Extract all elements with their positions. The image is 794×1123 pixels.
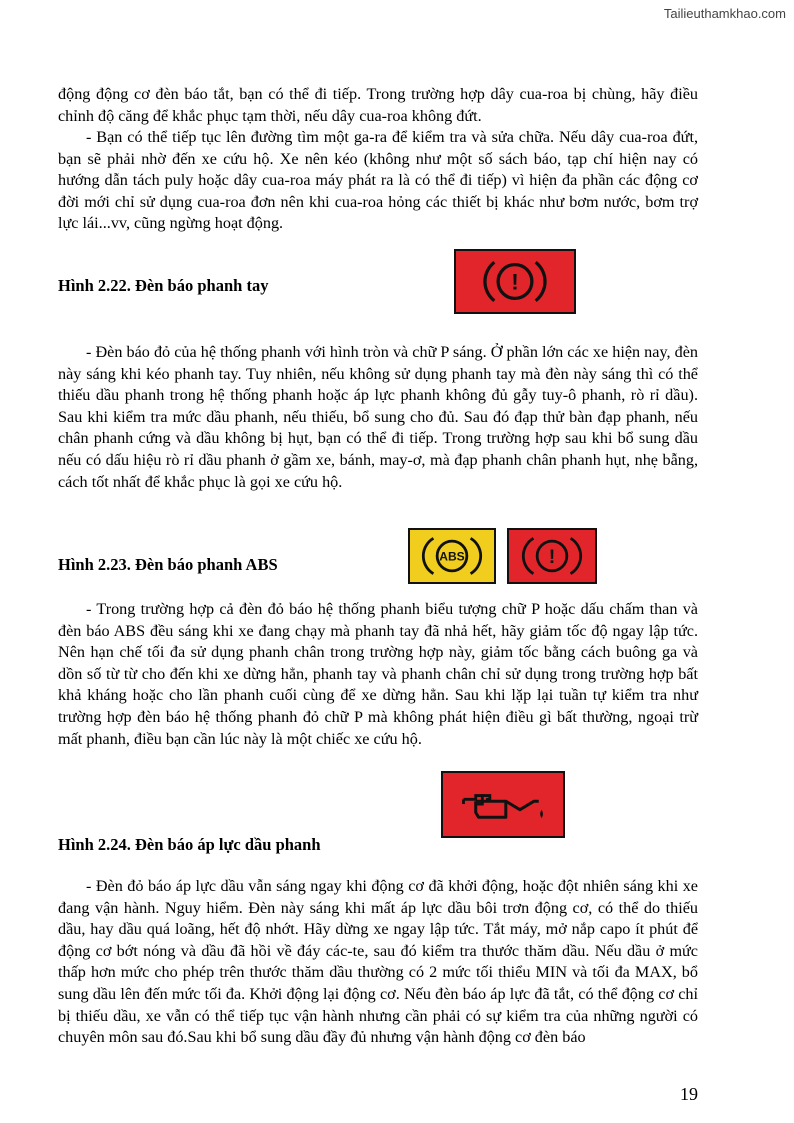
brake-system-lamp bbox=[507, 528, 597, 584]
oil-pressure-lamp bbox=[441, 771, 565, 838]
abs-warning-icon bbox=[410, 530, 494, 582]
paragraph-parking-brake: - Đèn báo đỏ của hệ thống phanh với hình tròn và chữ P sáng. Ở phần lớn các xe hiện nay, đèn này sáng khi kéo phanh tay. Tuy nhiên, nếu không sử dụng phanh tay mà đèn này sáng thì có thể thiếu dầu phanh trong hệ thống phanh hoặc áp lực phanh không đủ gẫy tuy-ô phanh, rò rỉ dầu). Sau khi kiểm tra mức dầu phanh, nếu thiếu, bổ sung cho đủ. Sau đó đạp thử bàn đạp phanh, nếu chân phanh cứng và dầu không bị hụt, bạn có thể đi tiếp. Trong trường hợp sau khi bổ sung dầu nếu có dấu hiệu rò rỉ dầu phanh ở gầm xe, bánh, may-ơ, mà đạp phanh chân phanh hụt, nhẹ bẫng, cách tốt nhất để khắc phục là gọi xe cứu hộ. bbox=[58, 343, 698, 491]
page-number: 19 bbox=[680, 1084, 698, 1104]
brake-warning-icon bbox=[456, 251, 574, 312]
abs-lamp bbox=[408, 528, 496, 584]
svg-text:!: ! bbox=[511, 269, 519, 295]
figure-caption-2-23: Hình 2.23. Đèn báo phanh ABS bbox=[58, 555, 278, 574]
paragraph-continuation: động động cơ đèn báo tắt, bạn có thể đi tiếp. Trong trường hợp dây cua-roa bị chùng, hãy điều chỉnh độ căng để khắc phục tạm thời, nếu dây cua-roa không đứt. bbox=[58, 85, 698, 125]
paragraph-oil-pressure: - Đèn đỏ báo áp lực dầu vẫn sáng ngay khi động cơ đã khởi động, hoặc đột nhiên sáng khi xe đang vận hành. Nguy hiểm. Đèn này sáng khi mất áp lực dầu bôi trơn động cơ, có thể do thiếu dầu, hay dầu quá loãng, hết độ nhớt. Hãy dừng xe ngay lập tức. Tắt máy, mở nắp capo ít phút để động cơ bớt nóng và dầu đã hồi về đáy các-te, sau đó kiểm tra thước thăm dầu. Nếu dầu ở mức thấp hơn mức cho phép trên thước thăm dầu thường có 2 mức tối thiểu MIN và tối đa MAX, bổ sung dầu lên đến mức tối đa. Khởi động lại động cơ. Nếu đèn báo áp lực đã tắt, có thể động cơ chỉ bị thiếu dầu, xe vẫn có thể tiếp tục vận hành nhưng cần phải có sự kiểm tra của những người có chuyên môn sau đó.Sau khi bổ sung dầu đầy đủ nhưng vận hành động cơ đèn báo bbox=[58, 877, 698, 1047]
brake-warning-icon bbox=[509, 530, 595, 582]
figure-caption-2-24: Hình 2.24. Đèn báo áp lực dầu phanh bbox=[58, 835, 321, 854]
paragraph-belt: - Bạn có thể tiếp tục lên đường tìm một ga-ra để kiểm tra và sửa chữa. Nếu dây cua-roa đứt, bạn sẽ phải nhờ đến xe cứu hộ. Xe nên kéo (không như một số sách báo, tạp chí hiện nay có hướng dẫn tách puly hoặc dây cua-roa máy phát ra là có thể đi tiếp) vì hiện đa phần các động cơ đời mới chỉ sử dụng cua-roa đơn nên khi cua-roa hỏng các thiết bị khác như bơm nước, bơm trợ lực lái...vv, cũng ngừng hoạt động. bbox=[58, 128, 698, 233]
oil-pressure-icon bbox=[443, 773, 563, 836]
figure-caption-2-22: Hình 2.22. Đèn báo phanh tay bbox=[58, 276, 269, 295]
svg-text:ABS: ABS bbox=[439, 549, 465, 564]
svg-text:!: ! bbox=[548, 545, 556, 568]
parking-brake-lamp bbox=[454, 249, 576, 314]
watermark: Tailieuthamkhao.com bbox=[663, 6, 786, 21]
paragraph-abs: - Trong trường hợp cả đèn đỏ báo hệ thống phanh biểu tượng chữ P hoặc dấu chấm than và đèn báo ABS đều sáng khi xe đang chạy mà phanh tay đã nhả hết, hãy giảm tốc độ ngay lập tức. Nên hạn chế tối đa sử dụng phanh chân trong trường hợp này, giảm tốc bằng cách buông ga và dồn số từ từ cho đến khi xe dừng hẳn, phanh tay và phanh chân chỉ sử dụng trong trường hợp bất khả kháng hoặc cho lần phanh cuối cùng để xe dừng hẳn. Sau khi lặp lại tuần tự kiểm tra như trường hợp đèn báo hệ thống phanh đỏ chữ P mà không phát hiện điều gì bất thường, ngoại trừ mất phanh, điều bạn cần lúc này là một chiếc xe cứu hộ. bbox=[58, 600, 698, 748]
